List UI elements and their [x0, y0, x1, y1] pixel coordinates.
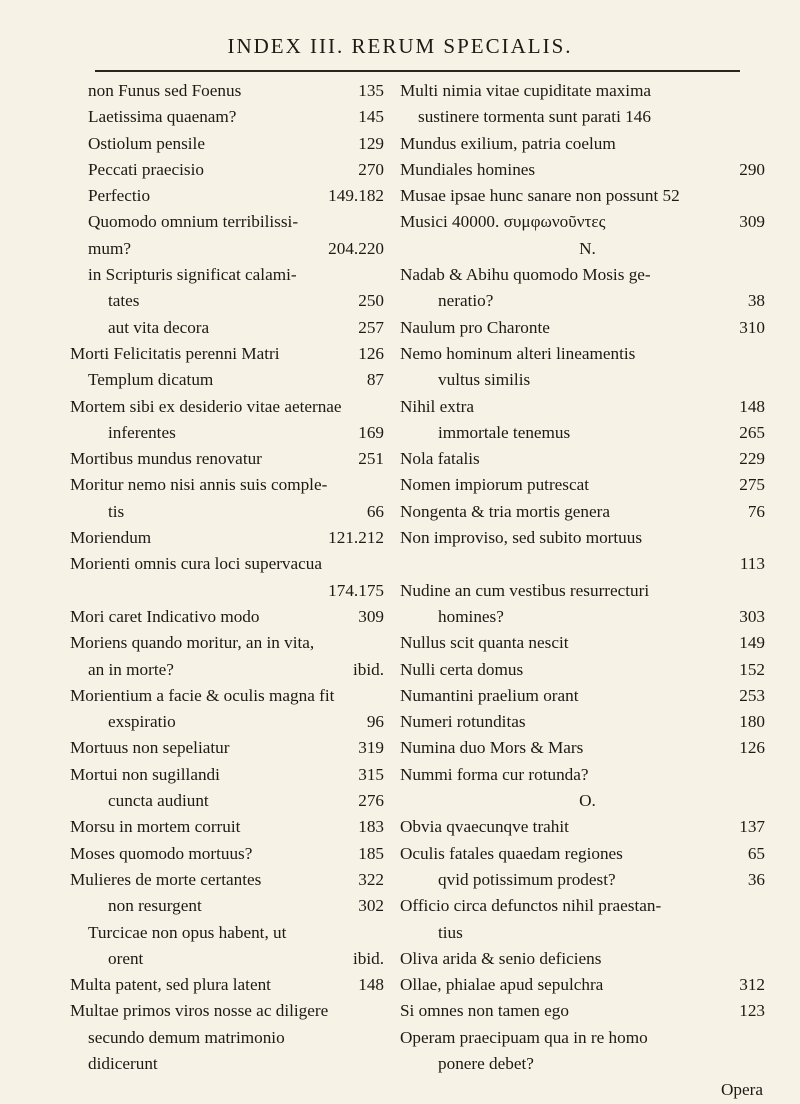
index-entry	[400, 920, 775, 946]
index-entry	[400, 420, 775, 446]
entry-text: Morientium a facie & oculis magna fit	[70, 685, 335, 705]
entry-text: Turcicae non opus habent, ut	[88, 922, 287, 942]
entry-text: Morti Felicitatis perenni Matri	[70, 343, 280, 363]
entry-text: qvid potissimum prodest?	[438, 869, 616, 889]
entry-page-number: 65	[747, 843, 765, 863]
index-entry	[400, 657, 775, 683]
page-header: INDEX III. RERUM SPECIALIS.	[227, 34, 573, 58]
entry-text: Numina duo Mors & Mars	[400, 738, 584, 758]
index-entry	[70, 630, 390, 656]
index-entry	[400, 841, 775, 867]
entry-text: cuncta audiunt	[108, 791, 209, 811]
index-entry	[400, 394, 775, 420]
index-entry	[400, 946, 775, 972]
entry-text: neratio?	[438, 291, 494, 311]
index-entry	[400, 788, 775, 814]
entry-page-number: 149.182	[328, 186, 384, 206]
entry-text: Moritur nemo nisi annis suis comple-	[70, 475, 328, 495]
entry-text: Officio circa defunctos nihil praestan-	[400, 896, 662, 916]
entry-page-number: 121.212	[328, 528, 384, 548]
index-entry	[70, 683, 390, 709]
entry-page-number: 126	[739, 738, 765, 758]
entry-page-number: 148	[739, 396, 765, 416]
entry-text: N.	[579, 238, 596, 258]
index-entry	[400, 998, 775, 1024]
index-entry	[70, 893, 390, 919]
entry-page-number: ibid.	[352, 948, 384, 968]
index-entry	[70, 762, 390, 788]
entry-text: Mulieres de morte certantes	[70, 869, 262, 889]
entry-page-number: 137	[739, 817, 765, 837]
entry-text: Ostiolum pensile	[88, 133, 205, 153]
entry-text: Morienti omnis cura loci supervacua	[70, 554, 323, 574]
entry-text: Mortem sibi ex desiderio vitae aeternae	[70, 396, 342, 416]
index-entry	[400, 446, 775, 472]
entry-page-number: 312	[739, 975, 765, 995]
entry-page-number: 174.175	[328, 580, 384, 600]
entry-text: in Scripturis significat calami-	[88, 265, 297, 285]
index-entry	[70, 499, 390, 525]
entry-page-number: 290	[739, 159, 765, 179]
entry-page-number: 129	[358, 133, 384, 153]
entry-text: Si omnes non tamen ego	[400, 1001, 569, 1021]
index-entry	[70, 262, 390, 288]
entry-text: tates	[108, 291, 140, 311]
entry-text: aut vita decora	[108, 317, 210, 337]
index-entry	[400, 236, 775, 262]
entry-text: Templum dicatum	[88, 370, 214, 390]
entry-page-number: 253	[739, 685, 765, 705]
entry-text: Nulli certa domus	[400, 659, 524, 679]
entry-text: mum?	[88, 238, 131, 258]
index-entry	[70, 998, 390, 1024]
entry-text: Nola fatalis	[400, 449, 480, 469]
index-entry	[400, 867, 775, 893]
index-entry	[400, 341, 775, 367]
entry-page-number: 309	[739, 212, 765, 232]
index-entry	[400, 762, 775, 788]
index-entry	[400, 735, 775, 761]
entry-page-number: 145	[358, 107, 384, 127]
index-entry	[70, 78, 390, 104]
entry-text: immortale tenemus	[438, 422, 571, 442]
entry-page-number: 149	[739, 633, 765, 653]
entry-page-number: 152	[739, 659, 765, 679]
index-entry	[400, 1025, 775, 1051]
index-entry	[70, 104, 390, 130]
entry-text: tis	[108, 501, 125, 521]
entry-text: Obvia qvaecunqve trahit	[400, 817, 569, 837]
index-entry	[70, 578, 390, 604]
entry-text: secundo demum matrimonio	[88, 1027, 285, 1047]
entry-page-number: 135	[358, 81, 384, 100]
entry-page-number: 229	[739, 449, 765, 469]
index-entry	[400, 578, 775, 604]
index-entry	[70, 525, 390, 551]
entry-text: Perfectio	[88, 186, 151, 206]
index-entry	[400, 104, 775, 130]
entry-text: Multae primos viros nosse ac diligere	[70, 1001, 329, 1021]
entry-page-number: 126	[358, 343, 384, 363]
entry-page-number: 204.220	[328, 238, 384, 258]
index-entry	[400, 893, 775, 919]
entry-page-number: 309	[358, 606, 384, 626]
entry-text: Non improviso, sed subito mortuus	[400, 528, 643, 548]
header-rule	[95, 70, 740, 72]
index-entry	[70, 604, 390, 630]
entry-text: Naulum pro Charonte	[400, 317, 550, 337]
entry-page-number: 319	[358, 738, 384, 758]
entry-text: Mundiales homines	[400, 159, 536, 179]
left-column	[70, 78, 390, 1077]
index-entry	[400, 288, 775, 314]
entry-text: Mori caret Indicativo modo	[70, 606, 260, 626]
entry-text: Musae ipsae hunc sanare non possunt 52	[400, 186, 680, 206]
index-entry	[70, 657, 390, 683]
entry-text: Nullus scit quanta nescit	[400, 633, 569, 653]
entry-text: inferentes	[108, 422, 176, 442]
index-entry	[70, 551, 390, 577]
entry-page-number: 265	[739, 422, 765, 442]
entry-text: vultus similis	[438, 370, 531, 390]
index-entry	[400, 814, 775, 840]
entry-text: Quomodo omnium terribilissi-	[88, 212, 299, 232]
index-entry	[70, 920, 390, 946]
entry-page-number: 315	[358, 764, 384, 784]
index-entry	[400, 683, 775, 709]
entry-page-number: 251	[358, 449, 384, 469]
index-entry	[400, 315, 775, 341]
index-entry	[400, 551, 775, 577]
entry-page-number: 96	[366, 712, 384, 732]
entry-text: Nemo hominum alteri lineamentis	[400, 343, 636, 363]
entry-text: non resurgent	[108, 896, 202, 916]
index-entry	[70, 315, 390, 341]
index-entry	[70, 841, 390, 867]
index-entry	[400, 1077, 775, 1103]
entry-page-number: 303	[739, 606, 765, 626]
entry-text: Numantini praelium orant	[400, 685, 579, 705]
entry-page-number: 169	[358, 422, 384, 442]
entry-text: O.	[579, 791, 596, 811]
entry-text: Oculis fatales quaedam regiones	[400, 843, 623, 863]
entry-text: Mortui non sugillandi	[70, 764, 220, 784]
entry-text: Nongenta & tria mortis genera	[400, 501, 611, 521]
index-entry	[70, 946, 390, 972]
entry-text: Mortuus non sepeliatur	[70, 738, 230, 758]
index-entry	[70, 709, 390, 735]
index-entry	[70, 157, 390, 183]
index-entry	[70, 236, 390, 262]
entry-page-number: 183	[358, 817, 384, 837]
index-entry	[70, 183, 390, 209]
index-entry	[70, 1051, 390, 1077]
entry-page-number: 322	[358, 869, 384, 889]
entry-text: Moses quomodo mortuus?	[70, 843, 253, 863]
entry-text: orent	[108, 948, 144, 968]
entry-page-number: 185	[358, 843, 384, 863]
index-entry	[400, 709, 775, 735]
index-entry	[400, 972, 775, 998]
entry-page-number: 148	[358, 975, 384, 995]
index-entry	[70, 131, 390, 157]
right-column	[400, 78, 775, 1104]
entry-text: exspiratio	[108, 712, 176, 732]
index-entry	[70, 420, 390, 446]
index-entry	[400, 472, 775, 498]
index-entry	[400, 78, 775, 104]
entry-page-number: 36	[747, 869, 765, 889]
index-entry	[70, 288, 390, 314]
entry-text: Laetissima quaenam?	[88, 107, 237, 127]
entry-page-number: 250	[358, 291, 384, 311]
entry-page-number: 302	[358, 896, 384, 916]
index-entry	[400, 209, 775, 235]
entry-page-number: 270	[358, 159, 384, 179]
entry-text: Musici 40000. συμφωνοῦντες	[400, 212, 606, 232]
index-entry	[70, 472, 390, 498]
entry-text: ponere debet?	[438, 1053, 534, 1073]
index-entry	[70, 972, 390, 998]
entry-page-number: 38	[747, 291, 765, 311]
entry-text: non Funus sed Foenus	[88, 81, 242, 100]
entry-page-number: 123	[739, 1001, 765, 1021]
index-entry	[400, 604, 775, 630]
index-entry	[400, 499, 775, 525]
entry-text: Opera	[721, 1080, 763, 1100]
index-entry	[400, 525, 775, 551]
entry-text: Moriendum	[70, 528, 152, 548]
entry-text: Moriens quando moritur, an in vita,	[70, 633, 315, 653]
entry-page-number: 87	[366, 370, 384, 390]
entry-text: Nihil extra	[400, 396, 474, 416]
entry-text: Mortibus mundus renovatur	[70, 449, 262, 469]
entry-text: didicerunt	[88, 1053, 158, 1073]
index-entry	[70, 209, 390, 235]
index-entry	[400, 262, 775, 288]
index-entry	[70, 446, 390, 472]
index-entry	[400, 157, 775, 183]
entry-text: sustinere tormenta sunt parati 146	[418, 107, 651, 127]
entry-page-number: 275	[739, 475, 765, 495]
entry-text: Nadab & Abihu quomodo Mosis ge-	[400, 265, 651, 285]
entry-text: Mundus exilium, patria coelum	[400, 133, 616, 153]
index-entry	[70, 1025, 390, 1051]
entry-page-number: 113	[739, 554, 765, 574]
entry-text: Oliva arida & senio deficiens	[400, 948, 602, 968]
entry-page-number: 180	[739, 712, 765, 732]
entry-page-number: 276	[358, 791, 384, 811]
entry-text: Numeri rotunditas	[400, 712, 526, 732]
index-entry	[70, 814, 390, 840]
entry-page-number: 257	[358, 317, 384, 337]
entry-text: Nomen impiorum putrescat	[400, 475, 590, 495]
entry-text: Nudine an cum vestibus resurrecturi	[400, 580, 650, 600]
entry-text: Multi nimia vitae cupiditate maxima	[400, 81, 652, 100]
entry-text: Operam praecipuam qua in re homo	[400, 1027, 648, 1047]
entry-page-number: 76	[747, 501, 765, 521]
entry-text: tius	[438, 922, 463, 942]
index-entry	[400, 183, 775, 209]
index-entry	[400, 367, 775, 393]
entry-page-number: 66	[366, 501, 384, 521]
index-entry	[400, 131, 775, 157]
entry-text: Morsu in mortem corruit	[70, 817, 241, 837]
entry-text: Ollae, phialae apud sepulchra	[400, 975, 604, 995]
entry-page-number: 310	[739, 317, 765, 337]
index-entry	[70, 367, 390, 393]
index-entry	[70, 341, 390, 367]
index-entry	[400, 630, 775, 656]
entry-text: Multa patent, sed plura latent	[70, 975, 271, 995]
index-entry	[70, 394, 390, 420]
entry-text: homines?	[438, 606, 504, 626]
index-entry	[400, 1051, 775, 1077]
entry-text: Nummi forma cur rotunda?	[400, 764, 589, 784]
index-entry	[70, 735, 390, 761]
index-entry	[70, 867, 390, 893]
entry-text: Peccati praecisio	[88, 159, 204, 179]
entry-text: an in morte?	[88, 659, 174, 679]
index-entry	[70, 788, 390, 814]
entry-page-number: ibid.	[352, 659, 384, 679]
